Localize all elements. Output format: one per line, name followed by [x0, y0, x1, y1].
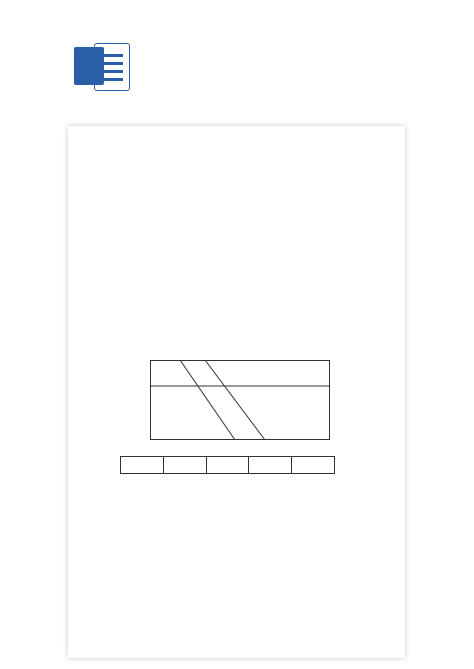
- skills-diagram: [150, 360, 330, 440]
- matrix-cell: [121, 457, 163, 473]
- matrix-cell: [206, 457, 249, 473]
- skills-diagram-lines: [150, 360, 330, 440]
- word-document-icon: [74, 37, 130, 95]
- word-letter-badge: [74, 47, 104, 85]
- matrix-structure-table: [120, 456, 335, 474]
- matrix-cell: [248, 457, 291, 473]
- matrix-cell: [163, 457, 206, 473]
- matrix-cell: [291, 457, 334, 473]
- document-banner: [0, 0, 474, 118]
